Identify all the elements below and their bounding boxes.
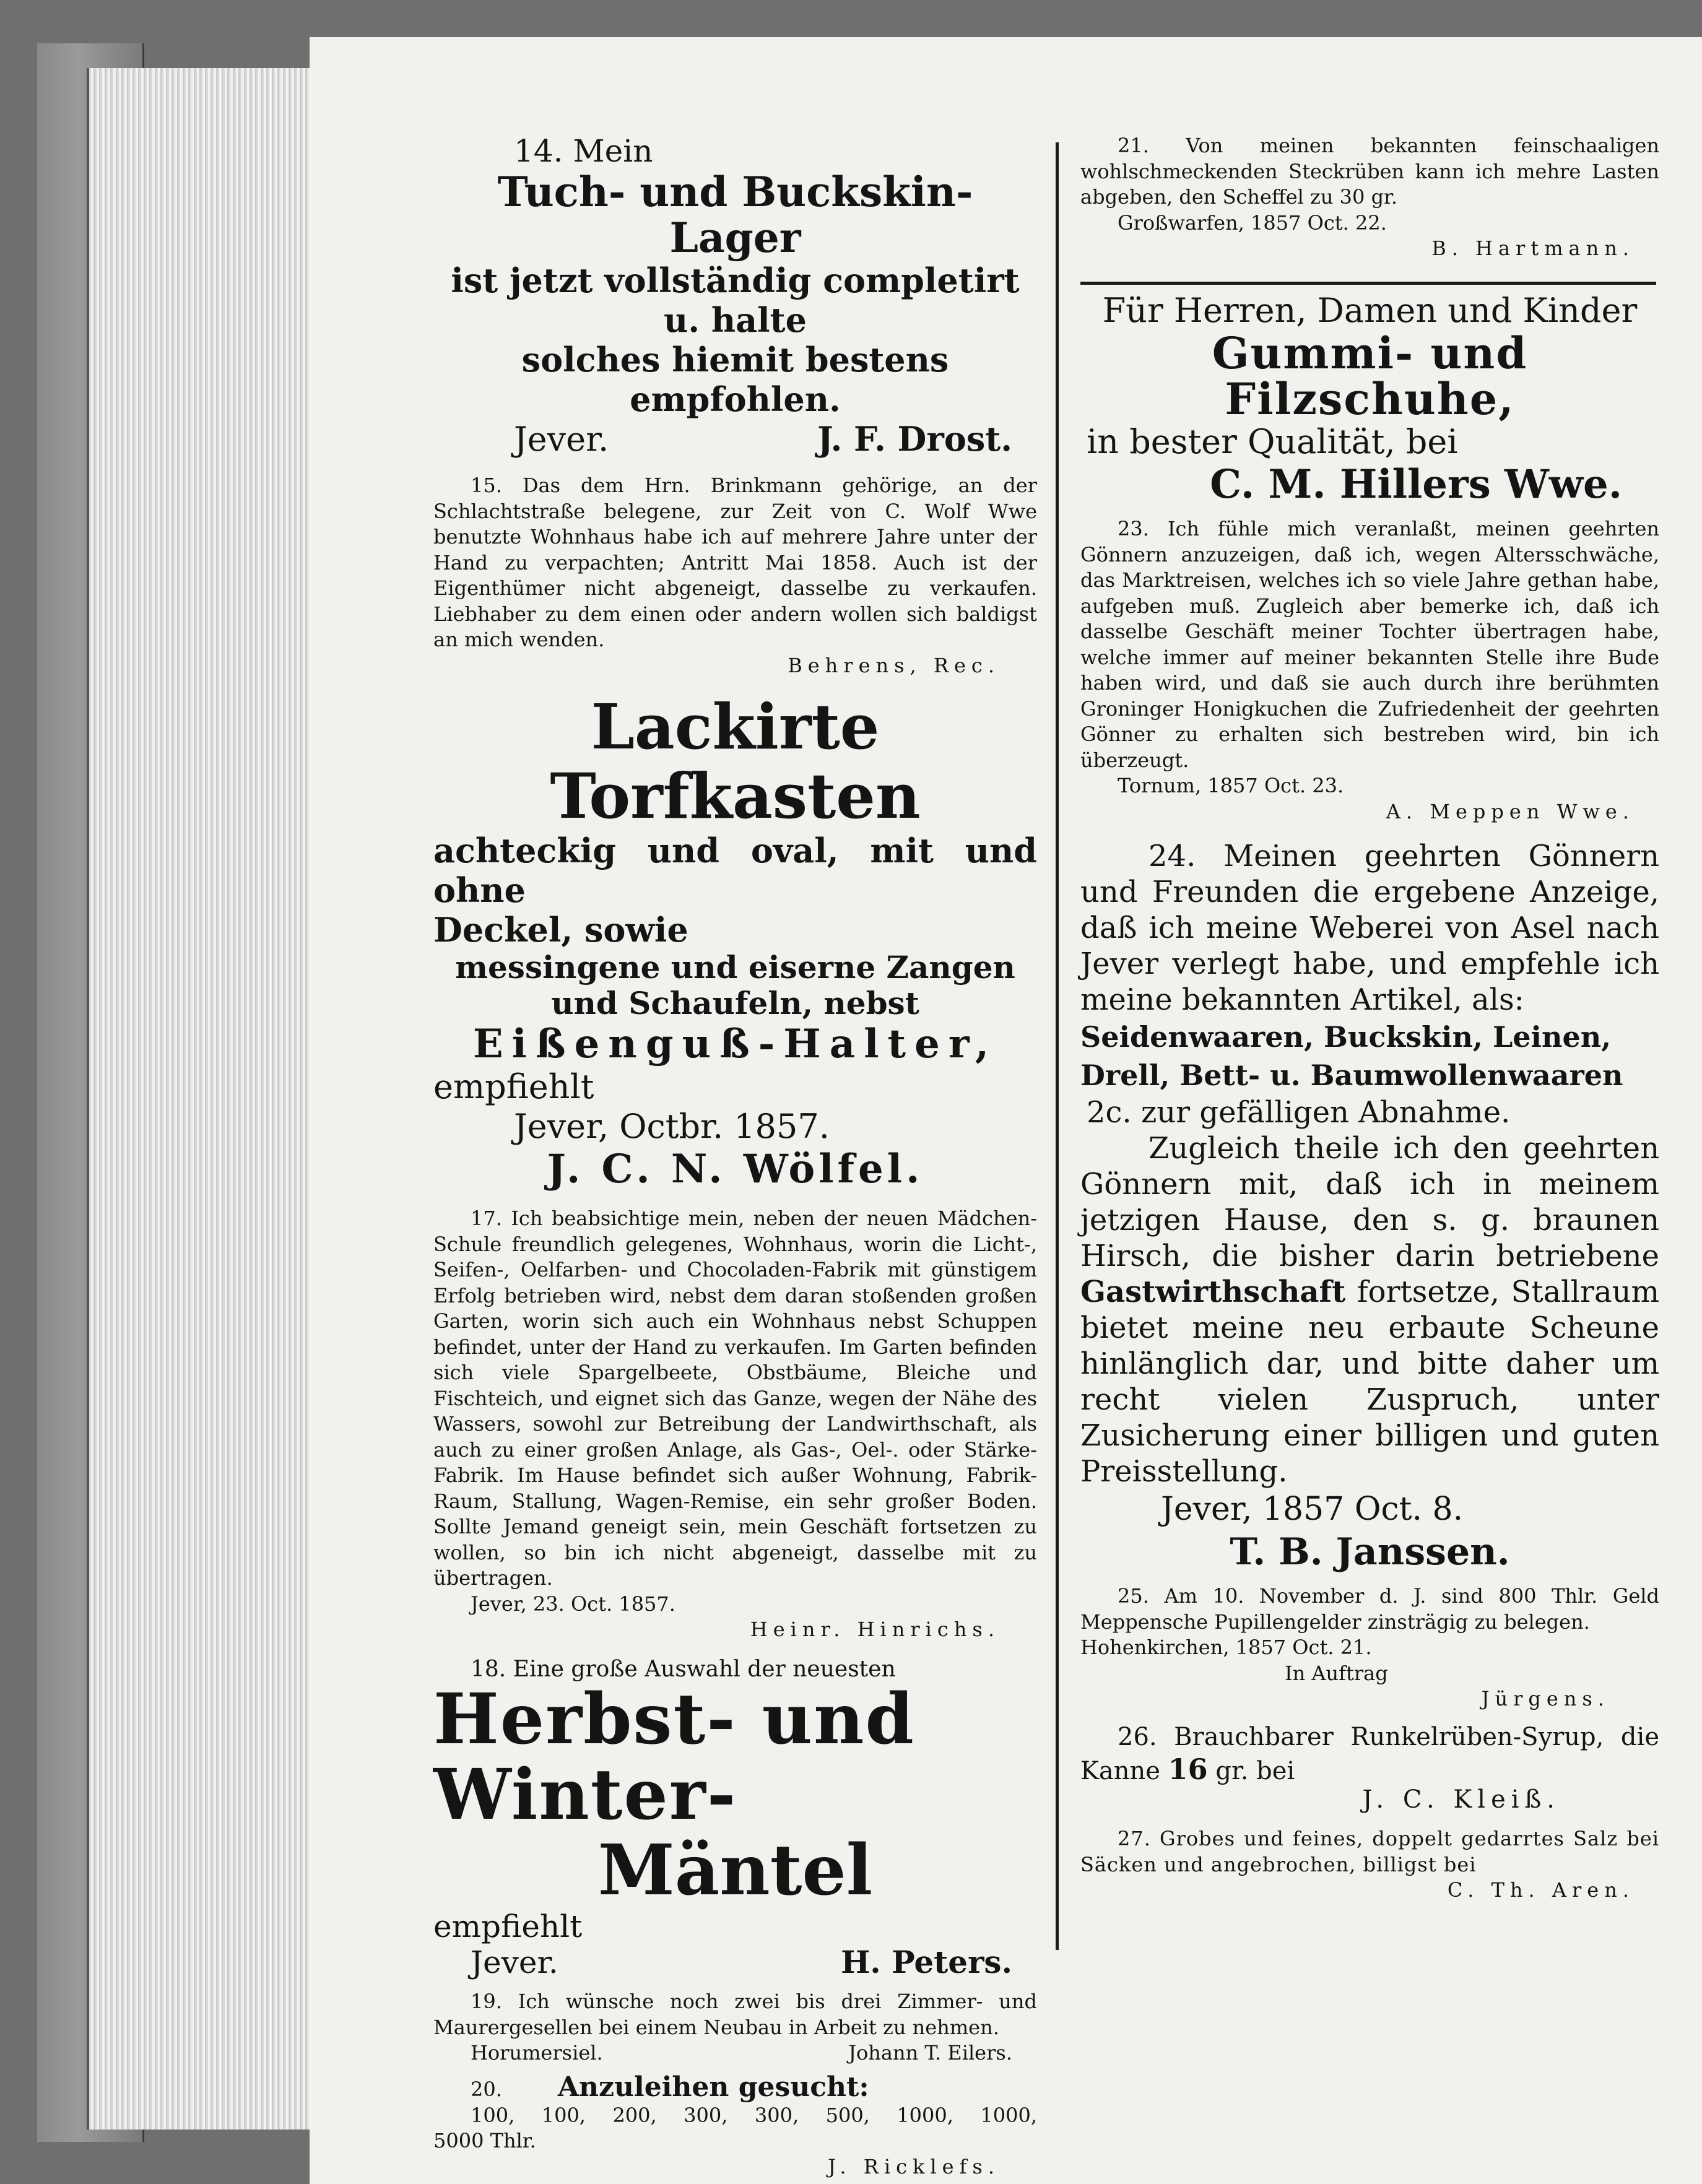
book-page-stack [87, 68, 337, 2130]
ad22-line1: Für Herren, Damen und Kinder [1102, 291, 1638, 330]
ad-17 [433, 1206, 1037, 1643]
ad14-heading: 14. Mein [514, 133, 653, 169]
ad-15 [433, 473, 1037, 678]
ad23-text: 23. Ich fühle mich veranlaßt, meinen geehrten Gönnern anzuzeigen, daß ich, wegen Altersschwäche, das Marktreisen, welches ich so viele Jahre gethan habe, aufgeben muß. Zugleich aber bemerke ich, daß ich dasselbe Geschäft meiner Tochter übertragen habe, welche immer auf meiner bekannten Stelle ihre Bude haben wird, und daß sie auch durch ihre berühmten Groninger Honigkuchen die Zufriedenheit der geehrten Gönner zu erhalten sich bestreben wird, bin ich überzeugt. [1080, 517, 1659, 772]
ad16-line1: achteckig und oval, mit und ohne [433, 831, 1037, 910]
ad18-name: H. Peters. [841, 1944, 1012, 1980]
ad14-line2: solches hiemit bestens empfohlen. [521, 340, 949, 419]
ad27-sign: C. Th. Aren. [1447, 1878, 1635, 1902]
ad-21 [1080, 133, 1659, 262]
ad16-title: Lackirte Torfkasten [550, 690, 921, 833]
ad-18 [433, 1657, 1037, 1981]
ad-26 [1080, 1721, 1659, 1813]
ad25-date: Hohenkirchen, 1857 Oct. 21. [1080, 1636, 1372, 1659]
ad26-text: 26. Brauchbarer Runkelrüben-Syrup, die Kanne [1080, 1722, 1659, 1785]
ad20-title: Anzuleihen gesucht: [557, 2071, 869, 2103]
separator-rule [1080, 282, 1656, 285]
ad24-name: T. B. Janssen. [1230, 1530, 1510, 1574]
ad24-text4: fortsetze, Stallraum bietet meine neu erbaute Scheune hinlänglich dar, und bitte daher um recht vielen Zuspruch, unter Zusicherung einer billigen und guten Preisstellung. [1080, 1275, 1659, 1489]
ad18-place: Jever. [471, 1944, 558, 1980]
ad24-bold2: Drell, Bett- u. Baumwollenwaaren [1080, 1059, 1623, 1092]
ad24-bold1: Seidenwaaren, Buckskin, Leinen, [1080, 1020, 1612, 1054]
ad16-date: Jever, Octbr. 1857. [514, 1107, 830, 1146]
ad26-text2: gr. bei [1215, 1756, 1295, 1785]
ad22-name: C. M. Hillers Wwe. [1210, 461, 1622, 508]
ad26-sign: J. C. Kleiß. [1362, 1785, 1560, 1814]
right-column [1080, 133, 1659, 262]
ad27-text: 27. Grobes und feines, doppelt gedarrtes Salz bei Säcken und angebrochen, billigst bei [1080, 1827, 1659, 1876]
ad17-text: 17. Ich beabsichtige mein, neben der neuen Mädchen-Schule freundlich gelegenes, Wohnhaus, worin die Licht-, Seifen-, Oelfarben- und Chocoladen-Fabrik mit günstigem Erfolg betrieben wird, nebst dem daran stoßenden großen Garten, worin sich auch ein Wohnhaus nebst Schuppen befindet, unter der Hand zu verkaufen. Im Garten befinden sich viele Spargelbeete, Obstbäume, Bleiche und Fischteich, und eignet sich das Ganze, wegen der Nähe des Wassers, sowohl zur Betreibung der Landwirthschaft, als auch zu einer großen Anlage, als Gas-, Oel-. oder Stärke-Fabrik. Im Hause befindet sich außer Wohnung, Fabrik-Raum, Stallung, Wagen-Remise, ein sehr großer Boden. Sollte Jemand geneigt sein, mein Geschäft fortsetzen zu wollen, so bin ich nicht abgeneigt, dasselbe mit zu übertragen. [433, 1207, 1037, 1590]
right-column-lower [1080, 291, 1659, 1904]
ad18-title1: Herbst- und Winter- [433, 1679, 915, 1835]
ad21-date: Großwarfen, 1857 Oct. 22. [1118, 210, 1387, 235]
ad24-text1: 24. Meinen geehrten Gönnern und Freunden die ergebene Anzeige, daß ich meine Weberei von Asel nach Jever verlegt habe, und empfehle ich meine bekannten Artikel, als: [1080, 839, 1659, 1017]
ad-20 [433, 2071, 1037, 2180]
ad-25 [1080, 1584, 1659, 1712]
ad15-text: 15. Das dem Hrn. Brinkmann gehörige, an der Schlachtstraße belegene, zur Zeit von C. Wolf Wwe benutzte Wohnhaus habe ich auf mehrere Jahre unter der Hand zu verpachten; Antritt Mai 1858. Auch ist der Eigenthümer nicht abgeneigt, dasselbe zu verkaufen. Liebhaber zu dem einen oder andern wollen sich baldigst an mich wenden. [433, 474, 1037, 651]
ad24-text2: 2c. zur gefälligen Abnahme. [1087, 1095, 1511, 1130]
ad19-place: Horumersiel. [471, 2041, 603, 2065]
ad20-line2: 5000 Thlr. [433, 2129, 536, 2152]
ad25-note: In Auftrag [1285, 1661, 1388, 1685]
ad21-text: 21. Von meinen bekannten feinschaaligen wohlschmeckenden Steckrüben kann ich mehre Lasten abgeben, den Scheffel zu 30 gr. [1080, 134, 1659, 209]
ad25-text: 25. Am 10. November d. J. sind 800 Thlr. Geld Meppensche Pupillengelder zinsträgig zu belegen. [1080, 1584, 1659, 1634]
ad-19 [433, 1989, 1037, 2066]
ad22-line2: in bester Qualität, bei [1087, 422, 1458, 461]
ad23-date: Tornum, 1857 Oct. 23. [1118, 774, 1344, 797]
ad26-price: 16 [1168, 1752, 1208, 1786]
ad25-sign: Jürgens. [1481, 1687, 1610, 1710]
ad24-bold3: Gastwirthschaft [1080, 1275, 1346, 1309]
ad17-sign: Heinr. Hinrichs. [750, 1618, 1000, 1641]
column-divider [1056, 142, 1059, 1950]
ad-23 [1080, 516, 1659, 825]
ad18-title2: Mäntel [597, 1830, 873, 1911]
ad-22 [1080, 291, 1659, 508]
ad16-line6: empfiehlt [433, 1067, 594, 1106]
ad16-line5: Eißenguß-Halter, [472, 1021, 998, 1067]
ad19-text: 19. Ich wünsche noch zwei bis drei Zimmer- und Maurergesellen bei einem Neubau in Arbeit zu nehmen. [433, 1990, 1037, 2039]
ad14-place: Jever. [514, 420, 609, 459]
ad18-heading: 18. Eine große Auswahl der neuesten [471, 1656, 896, 1682]
left-column [433, 133, 1037, 2180]
ad-27 [1080, 1826, 1659, 1904]
ad20-sign: J. Ricklefs. [828, 2154, 1000, 2178]
ad-16 [433, 692, 1037, 1192]
ad16-line2: Deckel, sowie [433, 910, 688, 950]
ad22-title: Gummi- und Filzschuhe, [1212, 327, 1528, 425]
ad14-name: J. F. Drost. [817, 419, 1012, 459]
ad17-date: Jever, 23. Oct. 1857. [471, 1592, 675, 1616]
ad24-text3: Zugleich theile ich den geehrten Gönnern mit, daß ich in meinem jetzigen Hause, den s. g. braunen Hirsch, die bisher darin betriebene [1080, 1131, 1659, 1273]
ad14-title: Tuch- und Buckskin-Lager [497, 168, 973, 262]
ad20-line1: 100, 100, 200, 300, 300, 500, 1000, 1000, [471, 2103, 1037, 2127]
ad14-line1: ist jetzt vollständig completirt u. halte [451, 261, 1020, 340]
ad19-sign: Johann T. Eilers. [848, 2041, 1012, 2065]
ad16-line3: messingene und eiserne Zangen [455, 949, 1015, 986]
ad-24 [1080, 838, 1659, 1575]
ad16-line4: und Schaufeln, nebst [551, 985, 919, 1021]
ad18-line1: empfiehlt [433, 1909, 583, 1944]
ad20-number: 20. [471, 2077, 502, 2101]
ad21-sign: B. Hartmann. [1431, 236, 1635, 260]
ad-14 [433, 133, 1037, 459]
ad24-date: Jever, 1857 Oct. 8. [1161, 1491, 1464, 1528]
ad15-sign: Behrens, Rec. [788, 653, 1000, 677]
ad23-sign: A. Meppen Wwe. [1386, 799, 1635, 823]
ad16-name: J. C. N. Wölfel. [547, 1146, 924, 1192]
